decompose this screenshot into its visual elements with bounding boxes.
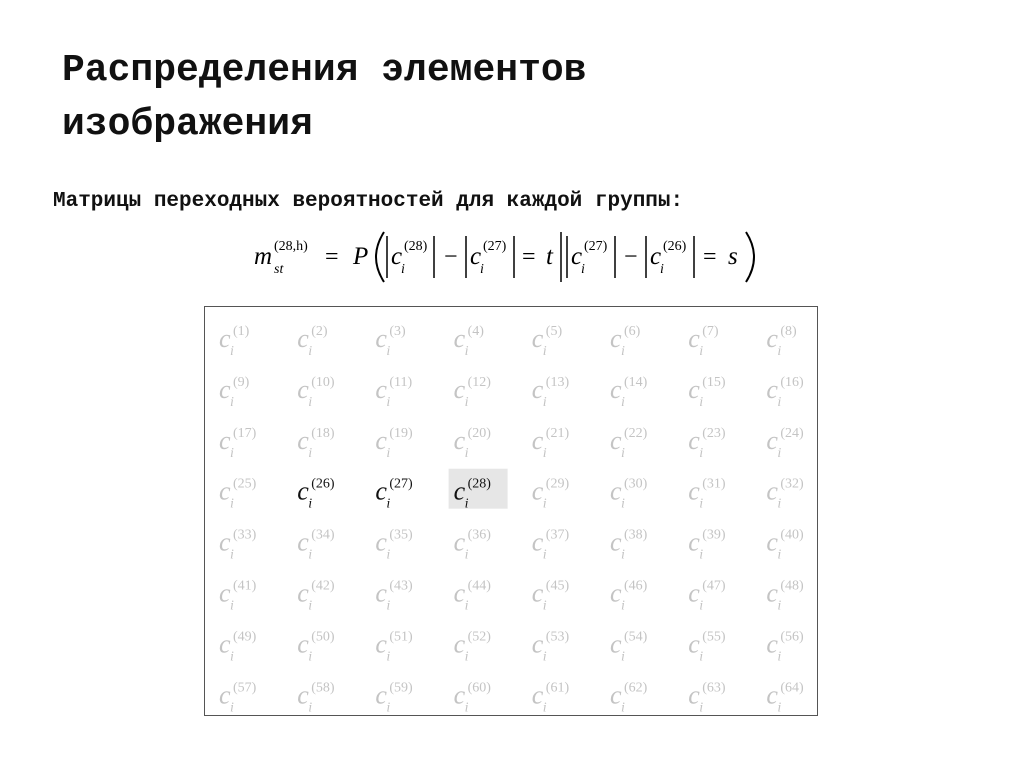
- grid-cell-superscript: (40): [780, 527, 804, 543]
- grid-cell: [375, 426, 413, 461]
- grid-cell-symbol: c: [453, 527, 466, 557]
- grid-cell-subscript: i: [230, 344, 234, 359]
- grid-cell-symbol: c: [219, 680, 231, 710]
- grid-cell-symbol: c: [219, 578, 231, 608]
- grid-cell-superscript: (1): [233, 324, 250, 339]
- grid-cell: [219, 375, 250, 410]
- grid-cell-symbol: c: [453, 425, 466, 455]
- grid-cell-superscript: (23): [702, 425, 726, 441]
- grid-cell-subscript: i: [777, 598, 782, 614]
- grid-cell-superscript: (62): [624, 680, 648, 696]
- grid-cell-subscript: i: [699, 344, 704, 359]
- grid-cell: [610, 528, 648, 563]
- grid-cell-superscript: (39): [702, 527, 726, 543]
- grid-cell: [688, 528, 726, 563]
- pixel-group-grid: [204, 306, 818, 716]
- grid-cell: [297, 324, 328, 359]
- grid-cell-symbol: c: [531, 324, 544, 353]
- grid-cell-symbol: c: [766, 527, 778, 557]
- grid-cell-superscript: (63): [702, 680, 726, 696]
- grid-cell-subscript: i: [386, 649, 391, 665]
- grid-cell: [219, 680, 257, 715]
- grid-cell-subscript: i: [621, 344, 625, 359]
- grid-cell-symbol: c: [688, 527, 700, 557]
- grid-cell-symbol: c: [766, 374, 778, 404]
- grid-cell: [532, 426, 570, 461]
- grid-cell-subscript: i: [542, 700, 547, 715]
- grid-cell-subscript: i: [777, 649, 782, 665]
- grid-cell-superscript: (27): [389, 476, 413, 492]
- grid-cell: [454, 528, 492, 563]
- grid-cell-superscript: (3): [389, 324, 406, 339]
- grid-cell-subscript: i: [386, 394, 391, 410]
- grid-cell: [454, 579, 492, 614]
- grid-cell-symbol: c: [688, 425, 700, 455]
- grid-cell-subscript: i: [777, 496, 782, 512]
- grid-cell-symbol: c: [531, 476, 544, 506]
- grid-cell-symbol: c: [766, 324, 778, 353]
- formula-c-sup: (27): [483, 239, 507, 254]
- grid-cell-superscript: (29): [545, 476, 570, 492]
- grid-cell: [375, 579, 413, 614]
- formula-c-sup: (26): [663, 239, 687, 254]
- grid-cell-subscript: i: [542, 598, 547, 614]
- grid-cell: [375, 477, 413, 512]
- grid-cell-symbol: c: [766, 425, 778, 455]
- grid-cell-superscript: (34): [311, 527, 335, 543]
- grid-cell: [610, 477, 648, 512]
- grid-cell-superscript: (35): [389, 527, 413, 543]
- grid-cell-subscript: i: [464, 445, 469, 461]
- grid-cell-superscript: (5): [545, 324, 563, 339]
- grid-cell-subscript: i: [464, 700, 469, 715]
- grid-cell-symbol: c: [688, 476, 700, 506]
- formula-svg: [250, 228, 770, 284]
- grid-cell: [766, 528, 804, 563]
- grid-cell-symbol: c: [688, 324, 700, 353]
- formula-c-sub: i: [660, 262, 664, 277]
- formula-P: P: [353, 243, 369, 270]
- grid-cell-subscript: i: [230, 649, 234, 665]
- grid-cell-symbol: c: [453, 578, 466, 608]
- grid-cell: [688, 579, 726, 614]
- grid-cell-symbol: c: [297, 527, 309, 557]
- grid-cell-subscript: i: [542, 547, 547, 563]
- grid-cell-symbol: c: [531, 425, 544, 455]
- grid-cell-subscript: i: [230, 496, 234, 512]
- grid-cell-superscript: (9): [233, 374, 250, 390]
- grid-cell-superscript: (25): [233, 476, 257, 492]
- grid-cell-subscript: i: [230, 445, 234, 461]
- grid-cell-superscript: (51): [389, 629, 413, 645]
- grid-cell-symbol: c: [610, 578, 622, 608]
- grid-cell: [532, 375, 570, 410]
- grid-cell: [532, 528, 570, 563]
- grid-cell-symbol: c: [297, 425, 309, 455]
- grid-cell-symbol: c: [297, 324, 309, 353]
- grid-cell-symbol: c: [375, 425, 387, 455]
- formula-c-sub: i: [480, 262, 484, 277]
- formula-m-sub: st: [274, 262, 284, 277]
- grid-cell: [532, 680, 570, 715]
- formula-s: s: [728, 243, 738, 270]
- grid-cell-superscript: (13): [545, 374, 570, 390]
- grid-cell: [297, 680, 335, 715]
- grid-cell: [610, 680, 648, 715]
- grid-cell-subscript: i: [308, 344, 313, 359]
- grid-cell-superscript: (58): [311, 680, 335, 696]
- grid-cell-symbol: c: [453, 629, 466, 659]
- grid-cell-subscript: i: [308, 547, 313, 563]
- grid-cell-subscript: i: [777, 700, 782, 715]
- grid-cell: [297, 629, 335, 664]
- grid-cell-subscript: i: [386, 700, 391, 715]
- grid-cell: [375, 680, 413, 715]
- grid-cell-superscript: (33): [233, 527, 257, 543]
- grid-cell-subscript: i: [542, 344, 547, 359]
- grid-cell-subscript: i: [386, 598, 391, 614]
- grid-cell-symbol: c: [610, 680, 622, 710]
- grid-cell: [297, 528, 335, 563]
- grid-cell-symbol: c: [219, 629, 231, 659]
- grid-cell: [610, 579, 648, 614]
- grid-cell-symbol: c: [297, 578, 309, 608]
- grid-cell-symbol: c: [219, 425, 231, 455]
- grid-cell-subscript: i: [699, 496, 704, 512]
- grid-cell-subscript: i: [230, 547, 234, 563]
- grid-cell-superscript: (11): [389, 374, 413, 390]
- grid-cell-subscript: i: [777, 344, 782, 359]
- grid-cell-superscript: (53): [545, 629, 570, 645]
- slide-title-line-1: Распределения элементов: [62, 49, 587, 92]
- grid-cell: [219, 426, 257, 461]
- grid-cell: [219, 528, 257, 563]
- grid-cell-symbol: c: [766, 476, 778, 506]
- slide-title-line-2: изображения: [62, 103, 313, 146]
- grid-cell: [297, 579, 335, 614]
- grid-cell-superscript: (22): [624, 425, 648, 441]
- grid-cell-superscript: (50): [311, 629, 335, 645]
- grid-cell-subscript: i: [464, 598, 469, 614]
- formula-c-sup: (28): [404, 239, 428, 254]
- grid-cell-superscript: (8): [780, 324, 797, 339]
- grid-cell-superscript: (57): [233, 680, 257, 696]
- grid-cell: [375, 629, 413, 664]
- grid-cell-subscript: i: [230, 394, 234, 410]
- grid-cell: [688, 477, 726, 512]
- grid-cell-symbol: c: [297, 374, 309, 404]
- grid-cell-subscript: i: [621, 547, 625, 563]
- grid-cell: [532, 579, 570, 614]
- grid-cell-subscript: i: [308, 649, 313, 665]
- grid-cell: [688, 375, 726, 410]
- grid-cell-subscript: i: [542, 394, 547, 410]
- grid-cell-superscript: (19): [389, 425, 413, 441]
- grid-cell-symbol: c: [375, 527, 387, 557]
- grid-cell-superscript: (52): [467, 629, 491, 645]
- grid-cell-symbol: c: [453, 324, 466, 353]
- grid-cell-superscript: (18): [311, 425, 335, 441]
- grid-cell-subscript: i: [777, 445, 782, 461]
- slide-title: [62, 44, 962, 152]
- grid-cell-subscript: i: [386, 496, 391, 512]
- grid-cell-subscript: i: [308, 598, 313, 614]
- grid-cell: [688, 324, 719, 359]
- grid-cell-symbol: c: [297, 629, 309, 659]
- grid-cell-subscript: i: [230, 598, 234, 614]
- grid-cell-subscript: i: [777, 547, 782, 563]
- grid-cell: [375, 528, 413, 563]
- grid-cell-subscript: i: [464, 547, 469, 563]
- grid-cell: [766, 375, 804, 410]
- grid-cell-superscript: (49): [233, 629, 257, 645]
- grid-cell-superscript: (31): [702, 476, 726, 492]
- grid-cell-superscript: (7): [702, 324, 719, 339]
- grid-cell: [454, 375, 492, 410]
- grid-cell-subscript: i: [699, 598, 704, 614]
- grid-cell: [532, 477, 570, 512]
- grid-cell-symbol: c: [610, 425, 622, 455]
- grid-cell-superscript: (41): [233, 578, 257, 594]
- formula-minus-2: −: [624, 244, 638, 270]
- grid-cell-subscript: i: [621, 598, 625, 614]
- grid-cell: [610, 375, 648, 410]
- grid-cell: [454, 680, 492, 715]
- grid-cell-symbol: c: [531, 629, 544, 659]
- grid-cell-superscript: (56): [780, 629, 804, 645]
- grid-cell-superscript: (10): [311, 374, 335, 390]
- grid-cell-symbol: c: [375, 324, 387, 353]
- grid-cell-symbol: c: [375, 629, 387, 659]
- grid-cell-subscript: i: [699, 445, 704, 461]
- formula-c: c: [470, 243, 482, 270]
- formula-open-paren: [376, 232, 384, 282]
- grid-cell-superscript: (46): [624, 578, 648, 594]
- grid-cell-subscript: i: [621, 649, 625, 665]
- grid-cell-superscript: (43): [389, 578, 413, 594]
- grid-cell-subscript: i: [699, 547, 704, 563]
- grid-cell: [297, 426, 335, 461]
- grid-cell-symbol: c: [531, 374, 544, 404]
- grid-cell: [454, 426, 492, 461]
- grid-cell-symbol: c: [610, 324, 622, 353]
- grid-cell-symbol: c: [610, 374, 622, 404]
- grid-cell-symbol: c: [531, 578, 544, 608]
- grid-cell-subscript: i: [699, 394, 704, 410]
- grid-cell: [219, 579, 257, 614]
- grid-cell-symbol: c: [688, 374, 700, 404]
- formula-eq-2: =: [522, 244, 536, 270]
- grid-cell-symbol: c: [688, 680, 700, 710]
- grid-cell-symbol: c: [610, 476, 622, 506]
- grid-cell-symbol: c: [297, 476, 309, 506]
- grid-cell-superscript: (12): [467, 374, 491, 390]
- formula-c: c: [650, 243, 662, 270]
- grid-cell-subscript: i: [386, 547, 391, 563]
- grid-cell-symbol: c: [531, 527, 544, 557]
- grid-cell-symbol: c: [219, 476, 231, 506]
- grid-cell-symbol: c: [610, 629, 622, 659]
- grid-cell-superscript: (44): [467, 578, 491, 594]
- grid-cell-symbol: c: [453, 476, 466, 506]
- grid-cell-superscript: (21): [545, 425, 570, 441]
- grid-cell-subscript: i: [699, 700, 704, 715]
- formula-c-sup: (27): [584, 239, 608, 254]
- grid-cell-symbol: c: [766, 680, 778, 710]
- grid-cell: [610, 324, 641, 359]
- grid-cell-symbol: c: [531, 680, 544, 710]
- grid-cell: [688, 680, 726, 715]
- grid-cell-symbol: c: [766, 578, 778, 608]
- grid-cell-superscript: (37): [545, 527, 570, 543]
- grid-cell: [532, 629, 570, 664]
- grid-cell-superscript: (36): [467, 527, 491, 543]
- grid-cell: [688, 629, 726, 664]
- grid-cell-symbol: c: [453, 374, 466, 404]
- grid-cell-superscript: (17): [233, 425, 257, 441]
- section-subtitle: Матрицы переходных вероятностей для каждой группы:: [53, 190, 684, 213]
- grid-cell-superscript: (2): [311, 324, 328, 339]
- grid-cell-symbol: c: [688, 578, 700, 608]
- grid-cell: [375, 324, 406, 359]
- grid-cell: [219, 324, 250, 359]
- grid-cell-superscript: (38): [624, 527, 648, 543]
- grid-cell-subscript: i: [621, 445, 625, 461]
- grid-cell-superscript: (48): [780, 578, 804, 594]
- formula-m: m: [254, 243, 273, 270]
- grid-cell-superscript: (61): [545, 680, 570, 696]
- grid-cell: [688, 426, 726, 461]
- grid-cell-subscript: i: [308, 700, 313, 715]
- grid-cell: [375, 375, 412, 410]
- formula-c-sub: i: [581, 262, 585, 277]
- formula-close-paren: [746, 232, 754, 282]
- grid-cell: [297, 375, 335, 410]
- grid-cell-subscript: i: [621, 700, 625, 715]
- formula-eq-1: =: [325, 244, 339, 270]
- grid-cell-superscript: (20): [467, 425, 491, 441]
- grid-cell-superscript: (28): [467, 476, 491, 492]
- grid-cell: [766, 629, 804, 664]
- grid-cell: [532, 324, 563, 359]
- grid-cell-superscript: (55): [702, 629, 726, 645]
- grid-cell-symbol: c: [219, 324, 231, 353]
- grid-cell-symbol: c: [375, 680, 387, 710]
- grid-cell-superscript: (45): [545, 578, 570, 594]
- grid-cell-superscript: (54): [624, 629, 648, 645]
- pixel-group-grid-svg: [205, 307, 817, 715]
- grid-cell-subscript: i: [308, 496, 313, 512]
- grid-cell: [219, 477, 257, 512]
- grid-cell: [766, 680, 804, 715]
- grid-cell-subscript: i: [386, 445, 391, 461]
- grid-cell-superscript: (32): [780, 476, 804, 492]
- grid-cell-symbol: c: [766, 629, 778, 659]
- grid-cell-subscript: i: [386, 344, 391, 359]
- grid-cell-subscript: i: [542, 445, 547, 461]
- grid-cell-superscript: (60): [467, 680, 491, 696]
- formula-minus-1: −: [444, 244, 458, 270]
- grid-cell: [766, 426, 804, 461]
- grid-cell-subscript: i: [464, 496, 469, 512]
- grid-cell-subscript: i: [464, 344, 469, 359]
- grid-cell-subscript: i: [699, 649, 704, 665]
- grid-cell-superscript: (47): [702, 578, 726, 594]
- formula-c-sub: i: [401, 262, 405, 277]
- grid-cell-subscript: i: [542, 649, 547, 665]
- formula-c: c: [571, 243, 583, 270]
- grid-cell: [610, 426, 648, 461]
- grid-cell-subscript: i: [308, 394, 313, 410]
- grid-cell-subscript: i: [777, 394, 782, 410]
- grid-cell-subscript: i: [621, 394, 625, 410]
- formula-m-sup: (28,h): [274, 239, 308, 254]
- grid-cell: [219, 629, 257, 664]
- grid-cell: [297, 477, 335, 512]
- grid-cell: [610, 629, 648, 664]
- grid-cell: [766, 324, 797, 359]
- grid-cell-subscript: i: [464, 394, 469, 410]
- grid-cell: [454, 324, 485, 359]
- grid-cell-superscript: (59): [389, 680, 413, 696]
- grid-cell-superscript: (26): [311, 476, 335, 492]
- grid-cell-subscript: i: [464, 649, 469, 665]
- formula-c: c: [391, 243, 403, 270]
- grid-cell-superscript: (24): [780, 425, 804, 441]
- grid-cell-symbol: c: [219, 527, 231, 557]
- grid-cell-subscript: i: [230, 700, 234, 715]
- grid-cell: [766, 579, 804, 614]
- grid-cell-superscript: (14): [624, 374, 648, 390]
- grid-cell-symbol: c: [375, 374, 387, 404]
- grid-cell-symbol: c: [688, 629, 700, 659]
- grid-cell-superscript: (15): [702, 374, 726, 390]
- grid-cell-subscript: i: [542, 496, 547, 512]
- grid-cell-superscript: (30): [624, 476, 648, 492]
- grid-cell-superscript: (42): [311, 578, 335, 594]
- grid-cell-superscript: (64): [780, 680, 804, 696]
- grid-cell-superscript: (4): [467, 324, 484, 339]
- grid-cell: [766, 477, 804, 512]
- grid-cell-symbol: c: [219, 374, 231, 404]
- grid-cell-symbol: c: [453, 680, 466, 710]
- grid-cell-superscript: (16): [780, 374, 804, 390]
- grid-cell: [449, 469, 508, 512]
- formula-eq-3: =: [703, 244, 717, 270]
- grid-cell-symbol: c: [610, 527, 622, 557]
- formula-t: t: [546, 243, 553, 270]
- grid-cell-symbol: c: [375, 476, 387, 506]
- grid-cell-symbol: c: [297, 680, 309, 710]
- grid-cell-subscript: i: [308, 445, 313, 461]
- transition-probability-formula: [250, 228, 770, 284]
- grid-cell-subscript: i: [621, 496, 625, 512]
- grid-cell-superscript: (6): [624, 324, 641, 339]
- grid-cell-symbol: c: [375, 578, 387, 608]
- grid-cell: [454, 629, 492, 664]
